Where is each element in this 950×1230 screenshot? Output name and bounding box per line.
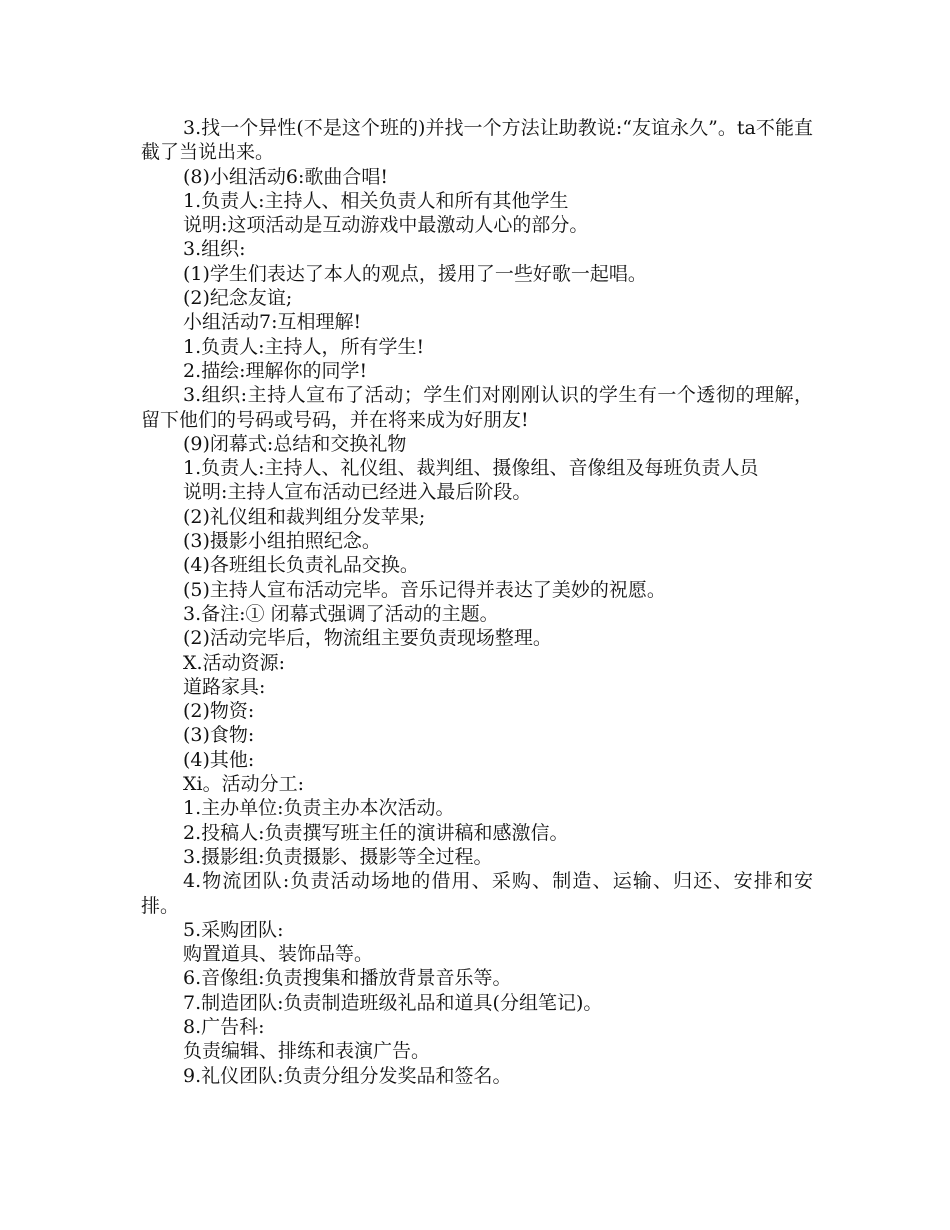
list-item: (4)各班组长负责礼品交换。	[183, 554, 419, 577]
list-item: 8.广告科:	[183, 1015, 265, 1038]
heading-group-activity-6: (8)小组活动6:歌曲合唱!	[183, 165, 389, 188]
list-item: 6.音像组:负责搜集和播放背景音乐等。	[183, 967, 512, 990]
document-body	[141, 116, 813, 1088]
list-item: 道路家具:	[183, 675, 266, 698]
heading-activity-resources: X.活动资源:	[183, 651, 285, 674]
heading-closing-ceremony: (9)闭幕式:总结和交换礼物	[183, 432, 407, 455]
paragraph-responsible: 1.负责人:主持人、相关负责人和所有其他学生	[183, 189, 569, 212]
list-item: (5)主持人宣布活动完毕。音乐记得并表达了美妙的祝愿。	[183, 578, 666, 601]
list-item: (1)学生们表达了本人的观点，援用了一些好歌一起唱。	[183, 262, 647, 285]
list-item: 7.制造团队:负责制造班级礼品和道具(分组笔记)。	[183, 991, 603, 1014]
paragraph-responsible: 1.负责人:主持人、礼仪组、裁判组、摄像组、音像组及每班负责人员	[183, 457, 759, 480]
paragraph-task-3: 3.找一个异性(不是这个班的)并找一个方法让助教说:“友谊永久”。ta不能直截了当说出来。	[141, 117, 813, 164]
heading-division-of-labor: Xi。活动分工:	[183, 773, 305, 796]
paragraph-responsible: 1.负责人:主持人，所有学生!	[183, 335, 425, 358]
list-item: (3)摄影小组拍照纪念。	[183, 530, 381, 553]
heading-group-activity-7: 小组活动7:互相理解!	[183, 311, 362, 334]
paragraph-description: 说明:主持人宣布活动已经进入最后阶段。	[183, 481, 532, 504]
list-item: 4.物流团队:负责活动场地的借用、采购、制造、运输、归还、安排和安排。	[141, 870, 813, 917]
list-item: (4)其他:	[183, 748, 255, 771]
list-item: 9.礼仪团队:负责分组分发奖品和签名。	[183, 1064, 512, 1087]
list-item: (3)食物:	[183, 724, 255, 747]
list-item: (2)礼仪组和裁判组分发苹果;	[183, 505, 426, 528]
paragraph-notes: 3.备注:① 闭幕式强调了活动的主题。	[183, 602, 499, 625]
list-item: 负责编辑、排练和表演广告。	[183, 1040, 431, 1063]
paragraph-description: 说明:这项活动是互动游戏中最激动人心的部分。	[183, 214, 589, 237]
list-item: 3.摄影组:负责摄影、摄影等全过程。	[183, 845, 493, 868]
list-item: (2)活动完毕后，物流组主要负责现场整理。	[183, 627, 552, 650]
list-item: 1.主办单位:负责主办本次活动。	[183, 797, 455, 820]
paragraph-organization: 3.组织:主持人宣布了活动；学生们对刚刚认识的学生有一个透彻的理解，留下他们的号码或号码，并在将来成为好朋友!	[141, 384, 813, 431]
list-item: 购置道具、装饰品等。	[183, 943, 374, 966]
list-item: 5.采购团队:	[183, 918, 284, 941]
paragraph-organization: 3.组织:	[183, 238, 246, 261]
paragraph-description: 2.描绘:理解你的同学!	[183, 359, 368, 382]
list-item: 2.投稿人:负责撰写班主任的演讲稿和感激信。	[183, 821, 569, 844]
list-item: (2)物资:	[183, 700, 255, 723]
list-item: (2)纪念友谊;	[183, 287, 293, 310]
